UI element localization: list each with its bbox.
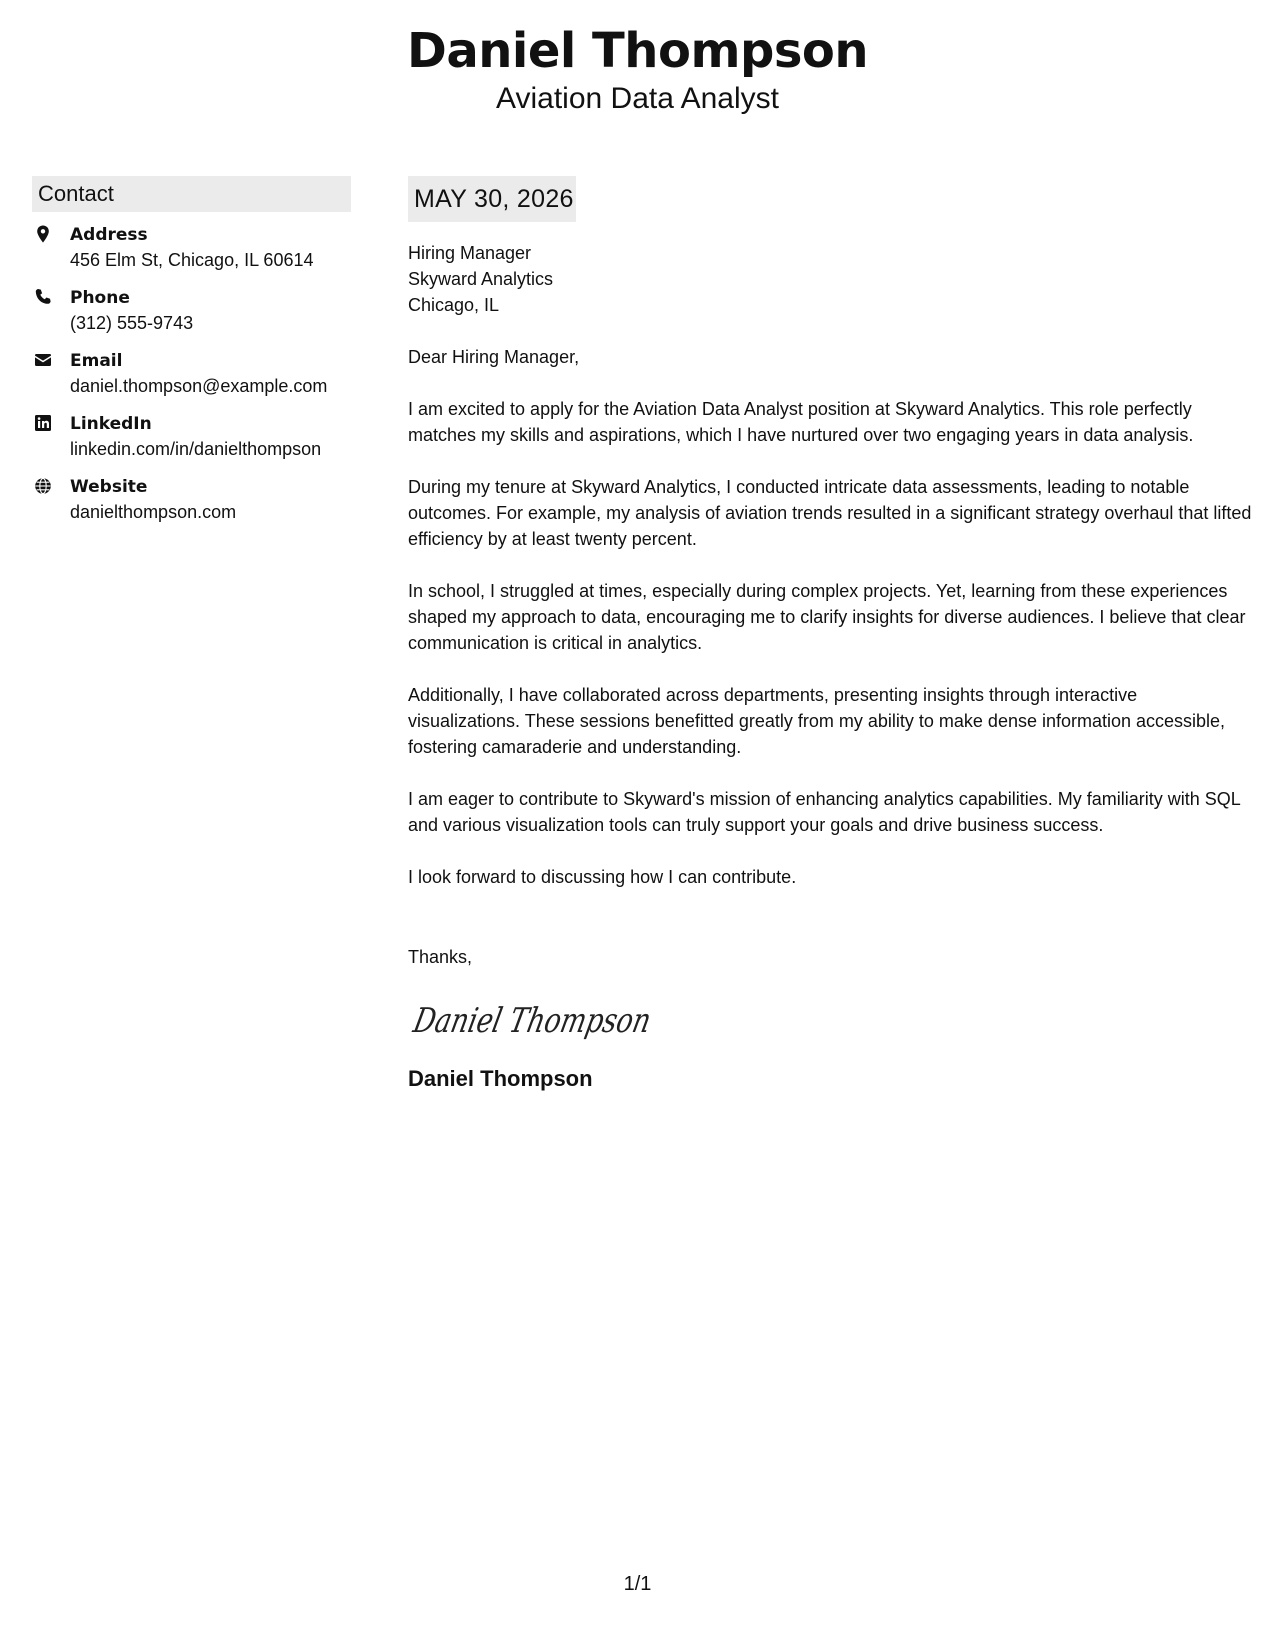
envelope-icon	[34, 351, 52, 369]
phone-value: (312) 555-9743	[70, 313, 194, 333]
globe-icon	[34, 477, 52, 495]
contact-item-phone	[32, 286, 351, 349]
contact-item-email	[32, 349, 351, 412]
linkedin-value: linkedin.com/in/danielthompson	[70, 439, 322, 459]
paragraph: I am excited to apply for the Aviation Data Analyst position at Skyward Analytics. This role perfectly matches my skills and aspirations, which I have nurtured over two engaging years in data analysis.	[408, 399, 1194, 445]
address-value: 456 Elm St, Chicago, IL 60614	[70, 250, 314, 270]
letter-date: MAY 30, 2026	[408, 176, 576, 222]
email-value: daniel.thompson@example.com	[70, 376, 328, 396]
contact-list	[32, 223, 351, 538]
signer-name: Daniel Thompson	[408, 1066, 593, 1091]
linkedin-icon	[34, 414, 52, 432]
map-pin-icon	[34, 225, 52, 243]
candidate-name: Daniel Thompson	[406, 23, 869, 79]
job-title: Aviation Data Analyst	[496, 82, 779, 115]
contact-label: LinkedIn	[70, 414, 152, 434]
letter-body	[408, 176, 1253, 1094]
recipient-block	[408, 240, 1253, 318]
header	[0, 20, 1275, 116]
recipient-line: Skyward Analytics	[408, 269, 554, 289]
paragraph: During my tenure at Skyward Analytics, I conducted intricate data assessments, leading to notable outcomes. For example, my analysis of aviation trends resulted in a significant strategy overhaul that lifted efficiency by at least twenty percent.	[408, 477, 1252, 549]
contact-label: Website	[70, 477, 148, 497]
contact-label: Address	[70, 225, 148, 245]
contact-label: Phone	[70, 288, 130, 308]
handwritten-signature	[408, 994, 720, 1050]
contact-item-website	[32, 475, 351, 538]
phone-icon	[34, 288, 52, 306]
closing-line: I look forward to discussing how I can contribute.	[408, 867, 797, 887]
salutation: Dear Hiring Manager,	[408, 347, 580, 367]
recipient-line: Chicago, IL	[408, 295, 500, 315]
website-value: danielthompson.com	[70, 502, 237, 522]
paragraph: Additionally, I have collaborated across departments, presenting insights through interactive visualizations. These sessions benefitted greatly from my ability to make dense information accessible, fostering camaraderie and understanding.	[408, 685, 1226, 757]
contact-heading: Contact	[32, 176, 351, 212]
page-number: 1/1	[623, 1573, 652, 1595]
contact-label: Email	[70, 351, 123, 371]
paragraph: In school, I struggled at times, especially during complex projects. Yet, learning from these experiences shaped my approach to data, encouraging me to clarify insights for diverse audiences. I believe that clear communication is critical in analytics.	[408, 581, 1246, 653]
contact-item-linkedin	[32, 412, 351, 475]
paragraph: I am eager to contribute to Skyward's mission of enhancing analytics capabilities. My familiarity with SQL and various visualization tools can truly support your goals and drive business success.	[408, 789, 1241, 835]
recipient-line: Hiring Manager	[408, 243, 532, 263]
svg-text:Daniel Thompson: Daniel Thompson	[410, 1001, 720, 1041]
sidebar	[32, 176, 351, 538]
sign-off: Thanks,	[408, 947, 473, 967]
contact-item-address	[32, 223, 351, 286]
